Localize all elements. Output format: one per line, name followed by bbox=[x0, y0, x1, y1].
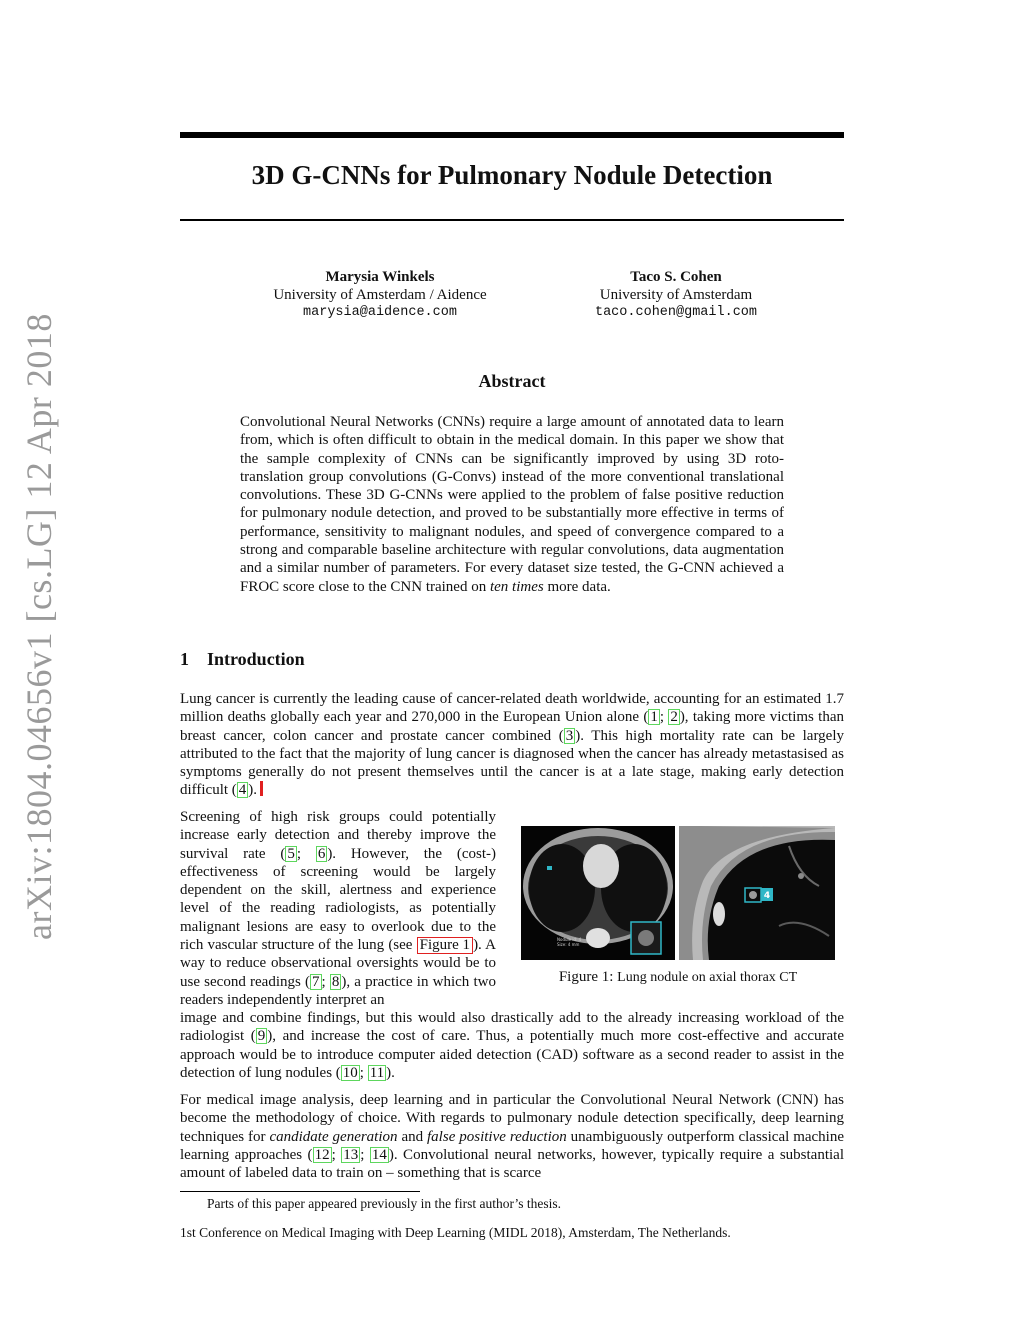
citation-link[interactable]: 8 bbox=[331, 973, 340, 990]
citation-link[interactable]: 6 bbox=[317, 845, 326, 862]
paper-title: 3D G-CNNs for Pulmonary Nodule Detection bbox=[251, 160, 773, 190]
footnote-rule bbox=[180, 1191, 420, 1192]
footnote: Parts of this paper appeared previously in the first author’s thesis. bbox=[207, 1196, 562, 1211]
citation-link[interactable]: 4 bbox=[238, 782, 247, 799]
citation-link[interactable]: 3 bbox=[565, 727, 574, 744]
author-affiliation: University of Amsterdam bbox=[599, 287, 753, 303]
citation-link[interactable]: 5 bbox=[287, 845, 295, 862]
citation-link[interactable]: 2 bbox=[670, 709, 678, 726]
figure-caption: Figure 1: Lung nodule on axial thorax CT bbox=[558, 969, 798, 985]
svg-text:Nodule id: 4: Nodule id: 4 bbox=[557, 937, 582, 942]
citation-link[interactable]: 14 bbox=[371, 1146, 387, 1163]
citation-link[interactable]: 10 bbox=[342, 1064, 358, 1081]
ct-axial-image bbox=[521, 826, 675, 960]
author-email[interactable]: marysia@aidence.com bbox=[303, 305, 457, 320]
figure-reference-link[interactable]: Figure 1 bbox=[417, 937, 473, 954]
citation-link[interactable]: 13 bbox=[343, 1146, 359, 1163]
intro-paragraph-2: Screening of high risk groups could potentially increase early detection and thereby improve the survival rate ( 5 ; 6 ). However, the (cost-) effectiveness of screening would be largely dependent on the skill, alertness and experience level of the reading radiologists, as potentially malignant lesions are easy to overlook due to the rich vascular structure of the lung (see Figure 1 ). A way to reduce observational oversights would be to use second readings ( 7 ; 8 ), a practice in which two readers independently interpret an bbox=[180, 809, 496, 1008]
author-block-2 bbox=[556, 268, 796, 322]
citation-link[interactable]: 7 bbox=[312, 973, 320, 990]
ct-zoom-image bbox=[679, 826, 835, 960]
intro-paragraph-2-continued: image and combine findings, but this would also drastically add to the already increasing workload of the radiologist ( 9 ), and increase the cost of care. Thus, a potentially much more cost-effective and accurate approach would be to introduce computer aided detection (CAD) software as a second reader to assist in the detection of lung nodules ( 10 ; 11 ). bbox=[180, 1010, 845, 1081]
citation-link[interactable]: 9 bbox=[257, 1028, 266, 1045]
section-heading: 1 Introduction bbox=[180, 649, 305, 669]
edit-marker bbox=[260, 781, 263, 796]
abstract-heading: Abstract bbox=[478, 371, 546, 391]
author-affiliation: University of Amsterdam / Aidence bbox=[273, 287, 487, 303]
citation-link[interactable]: 12 bbox=[314, 1146, 330, 1163]
author-name: Marysia Winkels bbox=[325, 269, 435, 285]
nodule-marker-label: 4 bbox=[763, 891, 771, 901]
venue-note: 1st Conference on Medical Imaging with Deep Learning (MIDL 2018), Amsterdam, The Netherlands. bbox=[180, 1225, 731, 1240]
intro-paragraph-1: Lung cancer is currently the leading cause of cancer-related death worldwide, accounting for an estimated 1.7 million deaths globally each year and 270,000 in the European Union alone ( 1 ; 2 ), taking more victims than breast cancer, colon cancer and prostate cancer combined ( 3 ). This high mortality rate can be largely attributed to the fact that the majority of lung cancer is diagnosed when the cancer has already metastasised as symptoms generally do not present themselves until the cancer is at a late stage, making early detection difficult ( 4 ). bbox=[180, 691, 844, 799]
title-top-rule bbox=[180, 132, 844, 138]
intro-paragraph-3: For medical image analysis, deep learning and in particular the Convolutional Neural Network (CNN) has become the methodology of choice. With regards to pulmonary nodule detection specifically, deep learning techniques for candidate generation and false positive reduction unambiguously outperform classical machine learning approaches ( 12 ; 13 ; 14 ). Convolutional neural networks, however, typically require a substantial amount of labeled data to train on – something that is scarce bbox=[180, 1092, 845, 1182]
arxiv-identifier: arXiv:1804.04656v1 [cs.LG] 12 Apr 2018 bbox=[19, 313, 59, 940]
author-email[interactable]: taco.cohen@gmail.com bbox=[594, 305, 758, 320]
abstract-emphasis: ten times bbox=[489, 578, 544, 595]
abstract-body: Convolutional Neural Networks (CNNs) require a large amount of annotated data to learn from, which is often difficult to obtain in the medical domain. In this paper we show that the sample complexity of CNNs can be significantly improved by using 3D roto-translation group convolutions (G-Convs) instead of the more conventional translational convolutions. These 3D G-CNNs were applied to the problem of false positive reduction for pulmonary nodule detection, and proved to be substantially more effective in terms of performance, sensitivity to malignant nodules, and speed of convergence compared to a strong and comparable baseline architecture with regular convolutions, data augmentation and a similar number of parameters. For every dataset size tested, the G-CNN achieved a FROC score close to the CNN trained on ten times more data. bbox=[240, 414, 784, 595]
svg-text:Size: 4 mm: Size: 4 mm bbox=[557, 942, 580, 947]
author-block-1 bbox=[240, 268, 520, 322]
title-bottom-rule bbox=[180, 219, 844, 221]
author-name: Taco S. Cohen bbox=[630, 269, 722, 285]
citation-link[interactable]: 1 bbox=[650, 709, 658, 726]
citation-link[interactable]: 11 bbox=[369, 1064, 385, 1081]
